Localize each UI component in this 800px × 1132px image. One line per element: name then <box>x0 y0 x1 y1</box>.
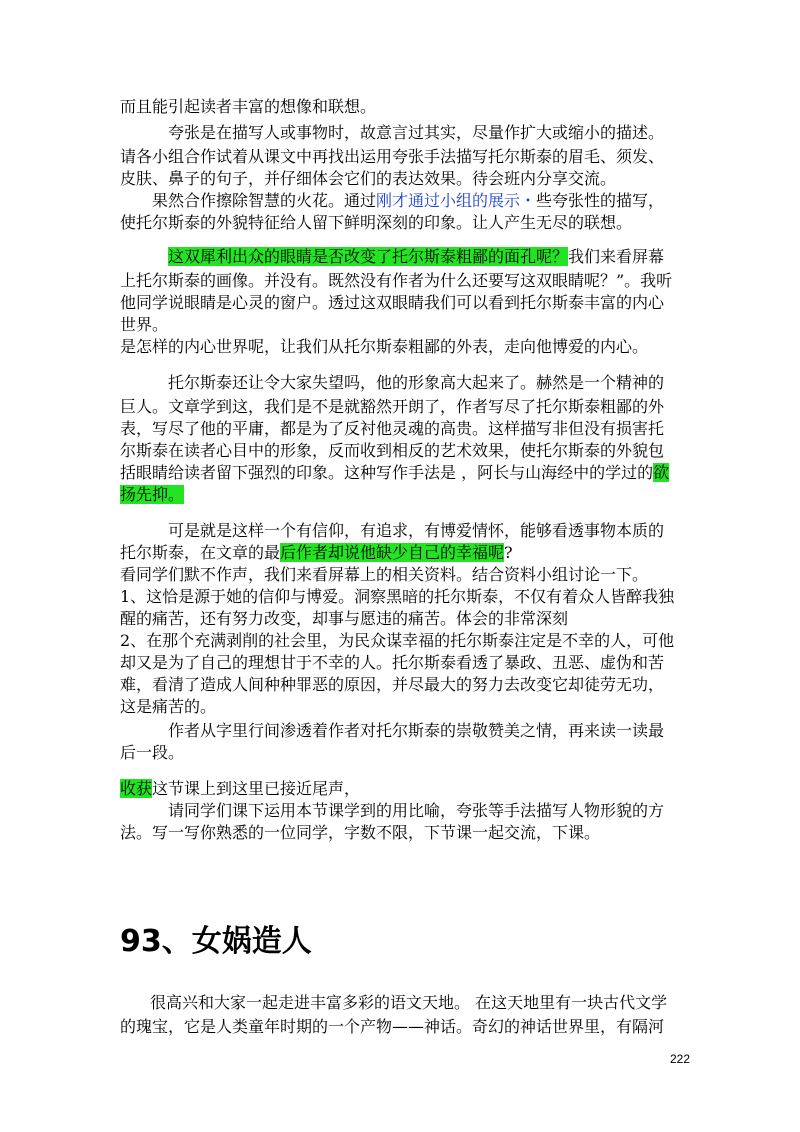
text-line <box>120 630 674 652</box>
inline-link-text: 刚才通过小组的展示・ <box>376 191 537 210</box>
text-line <box>120 652 664 674</box>
text-line <box>120 564 648 586</box>
section-heading: 93、女娲造人 <box>120 924 312 959</box>
text-line <box>168 372 664 394</box>
text-line <box>120 462 669 484</box>
highlighted-text: 欲 <box>653 463 670 482</box>
text-run: 而且能引起读者丰富的想像和联想。 <box>120 97 377 116</box>
text-run: ? <box>504 543 513 562</box>
text-run: 很高兴和大家一起走进丰富多彩的语文天地。 在这天地里有一块古代文学 <box>150 993 668 1012</box>
text-line <box>152 190 664 212</box>
text-line <box>120 146 664 168</box>
text-line <box>120 822 600 844</box>
text-line <box>120 168 616 190</box>
page-number: 222 <box>669 1052 690 1066</box>
text-run: 却又是为了自己的理想甘于不幸的人。托尔斯泰看透了暴政、丑恶、虚伪和苦 <box>120 653 665 672</box>
text-line <box>120 542 513 564</box>
text-run: 上托尔斯泰的画像。并没有。既然没有作者为什么还要写这双眼睛呢？”。我听 <box>120 271 673 290</box>
highlighted-text: 收获 <box>120 779 153 798</box>
text-run: 2、在那个充满剥削的社会里，为民众谋幸福的托尔斯泰注定是不幸的人，可他 <box>120 631 675 650</box>
text-run: 使托尔斯泰的外貌特征给人留下鲜明深刻的印象。让人产生无尽的联想。 <box>120 213 633 232</box>
text-line <box>120 292 664 314</box>
text-run: 作者从字里行间渗透着作者对托尔斯泰的崇敬赞美之情，再来读一读最 <box>168 721 665 740</box>
text-run: 表，写尽了他的平庸，都是为了反衬他灵魂的高贵。这样描写非但没有损害托 <box>120 419 665 438</box>
text-line <box>120 314 168 336</box>
text-line <box>120 96 376 118</box>
text-line <box>120 608 568 630</box>
text-run: 请同学们课下运用本节课学到的用比喻，夸张等手法描写人物形貌的方 <box>168 801 665 820</box>
text-run: 夸张是在描写人或事物时，故意言过其实，尽量作扩大或缩小的描述。 <box>168 123 665 142</box>
text-run: 这是痛苦的。 <box>120 697 217 716</box>
text-run: 是怎样的内心世界呢，让我们从托尔斯泰粗鄙的外表，走向他博爱的内心。 <box>120 337 649 356</box>
text-run: 些夸张性的描写， <box>536 191 665 210</box>
text-run: 托尔斯泰，在文章的最 <box>120 543 281 562</box>
text-line <box>168 720 664 742</box>
text-run: 的瑰宝，它是人类童年时期的一个产物——神话。奇幻的神话世界里，有隔河 <box>120 1017 665 1036</box>
text-run: 皮肤、鼻子的句子，并仔细体会它们的表达效果。待会班内分享交流。 <box>120 169 617 188</box>
text-run: 托尔斯泰还让令大家失望吗，他的形象高大起来了。赫然是一个精神的 <box>168 373 665 392</box>
text-line <box>120 336 648 358</box>
highlighted-text: 扬先抑。 <box>120 485 185 504</box>
text-line <box>120 674 664 696</box>
text-run: 我们来看屏幕 <box>568 247 665 266</box>
text-run: 这节课上到这里已接近尾声， <box>152 779 361 798</box>
text-run: 1、这恰是源于她的信仰与博爱。洞察黑暗的托尔斯泰，不仅有着众人皆醉我独 <box>120 587 675 606</box>
text-line <box>168 520 664 542</box>
text-run: 法。写一写你熟悉的一位同学，字数不限，下节课一起交流，下课。 <box>120 823 601 842</box>
text-run: 世界。 <box>120 315 169 334</box>
highlighted-text: 这双犀利出众的眼睛是否改变了托尔斯泰粗鄙的面孔呢？ <box>168 247 569 266</box>
text-run: 他同学说眼睛是心灵的窗户。透过这双眼睛我们可以看到托尔斯泰丰富的内心 <box>120 293 665 312</box>
text-run: 括眼睛给读者留下强烈的印象。这种写作手法是 ，阿长与山海经中的学过的 <box>120 463 654 482</box>
text-run: 看同学们默不作声，我们来看屏幕上的相关资料。结合资料小组讨论一下。 <box>120 565 649 584</box>
text-run: 尔斯泰在读者心目中的形象，反而收到相反的艺术效果，使托尔斯泰的外貌包 <box>120 441 665 460</box>
text-line <box>120 696 216 718</box>
text-line <box>168 246 664 268</box>
text-run: 可是就是这样一个有信仰，有追求，有博爱情怀，能够看透事物本质的 <box>168 521 665 540</box>
text-run: 后一段。 <box>120 743 185 762</box>
text-run: 巨人。文章学到这，我们是不是就豁然开朗了，作者写尽了托尔斯泰粗鄙的外 <box>120 397 665 416</box>
text-run: 醒的痛苦，还有努力改变，却事与愿违的痛苦。体会的非常深刻 <box>120 609 569 628</box>
text-run: 难，看清了造成人间种种罪恶的原因，并尽最大的努力去改变它却徒劳无功， <box>120 675 665 694</box>
text-line <box>150 992 667 1014</box>
text-line <box>120 778 360 800</box>
text-line <box>120 440 664 462</box>
text-line <box>120 418 664 440</box>
text-run: 请各小组合作试着从课文中再找出运用夸张手法描写托尔斯泰的眉毛、须发、 <box>120 147 665 166</box>
text-line <box>168 800 664 822</box>
text-line <box>120 1016 664 1038</box>
highlighted-text: 后作者却说他缺少自己的幸福呢 <box>280 543 505 562</box>
text-line <box>120 586 674 608</box>
text-line <box>168 122 664 144</box>
text-line <box>120 270 672 292</box>
text-line <box>120 484 184 506</box>
text-line <box>120 212 632 234</box>
text-line <box>120 396 664 418</box>
text-line <box>120 742 184 764</box>
text-run: 果然合作擦除智慧的火花。通过 <box>152 191 377 210</box>
